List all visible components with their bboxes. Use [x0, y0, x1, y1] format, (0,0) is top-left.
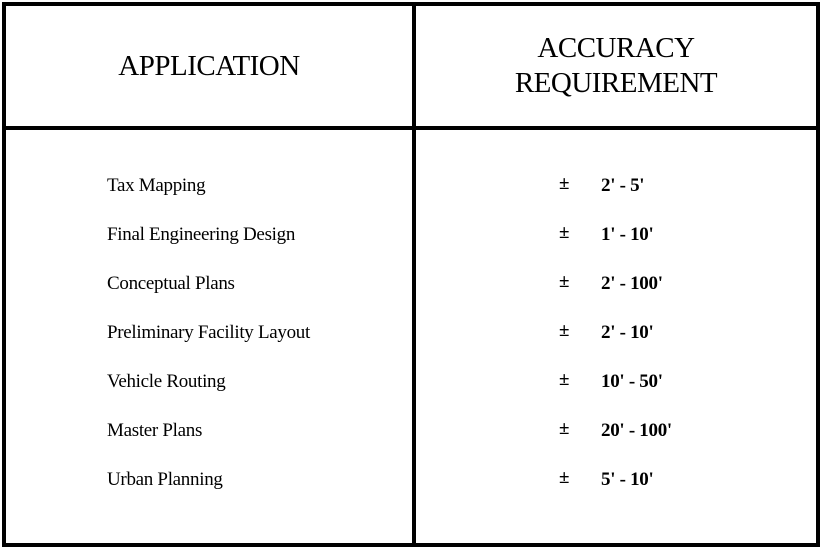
header-divider — [6, 126, 816, 130]
application-cell: Final Engineering Design — [107, 224, 296, 245]
plus-minus-icon: ± — [559, 467, 570, 488]
application-cell: Master Plans — [107, 420, 203, 441]
table-row — [6, 175, 816, 205]
table-row — [6, 371, 816, 401]
accuracy-cell: 5' - 10' — [601, 469, 654, 490]
accuracy-cell: 10' - 50' — [601, 371, 663, 392]
table-row — [6, 273, 816, 303]
application-cell: Conceptual Plans — [107, 273, 235, 294]
plus-minus-icon: ± — [559, 222, 570, 243]
table-row — [6, 322, 816, 352]
accuracy-cell: 2' - 10' — [601, 322, 654, 343]
table-row — [6, 469, 816, 499]
plus-minus-icon: ± — [559, 418, 570, 439]
table-row — [6, 224, 816, 254]
header-accuracy-line2: REQUIREMENT — [514, 67, 718, 99]
application-cell: Vehicle Routing — [107, 371, 226, 392]
accuracy-table — [2, 2, 820, 547]
header-accuracy-requirement — [416, 6, 816, 126]
application-cell: Urban Planning — [107, 469, 223, 490]
accuracy-cell: 1' - 10' — [601, 224, 654, 245]
accuracy-cell: 2' - 100' — [601, 273, 663, 294]
accuracy-cell: 20' - 100' — [601, 420, 672, 441]
plus-minus-icon: ± — [559, 369, 570, 390]
header-application-label: APPLICATION — [118, 49, 300, 82]
application-cell: Tax Mapping — [107, 175, 206, 196]
plus-minus-icon: ± — [559, 173, 570, 194]
plus-minus-icon: ± — [559, 320, 570, 341]
table-row — [6, 420, 816, 450]
accuracy-cell: 2' - 5' — [601, 175, 645, 196]
header-application — [6, 6, 412, 126]
plus-minus-icon: ± — [559, 271, 570, 292]
header-accuracy-line1: ACCURACY — [537, 32, 695, 65]
application-cell: Preliminary Facility Layout — [107, 322, 310, 343]
